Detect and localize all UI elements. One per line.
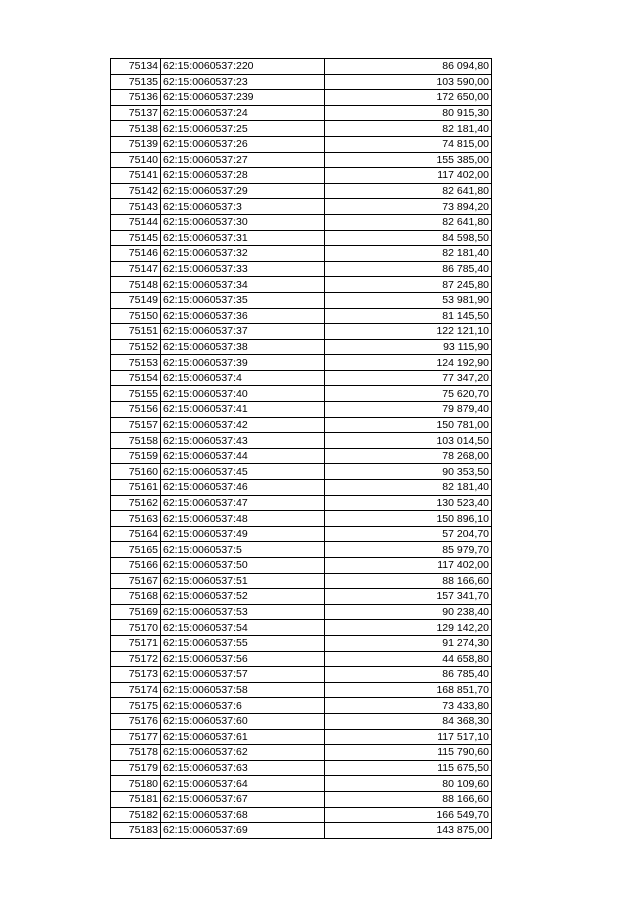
cadastral-number-cell: 62:15:0060537:43	[161, 433, 325, 449]
row-number-cell: 75164	[111, 526, 161, 542]
cadastral-number-cell: 62:15:0060537:58	[161, 682, 325, 698]
value-cell: 166 549,70	[325, 807, 492, 823]
table-row	[111, 667, 492, 683]
row-number-cell: 75145	[111, 230, 161, 246]
table-row	[111, 277, 492, 293]
table-row	[111, 230, 492, 246]
cadastral-number-cell: 62:15:0060537:49	[161, 526, 325, 542]
cadastral-number-cell: 62:15:0060537:56	[161, 651, 325, 667]
value-cell: 117 402,00	[325, 558, 492, 574]
table-row	[111, 246, 492, 262]
table-row	[111, 682, 492, 698]
table-row	[111, 791, 492, 807]
row-number-cell: 75156	[111, 402, 161, 418]
cadastral-number-cell: 62:15:0060537:62	[161, 745, 325, 761]
row-number-cell: 75142	[111, 183, 161, 199]
cadastral-number-cell: 62:15:0060537:47	[161, 495, 325, 511]
table-row	[111, 542, 492, 558]
cadastral-number-cell: 62:15:0060537:3	[161, 199, 325, 215]
value-cell: 93 115,90	[325, 339, 492, 355]
cadastral-number-cell: 62:15:0060537:50	[161, 558, 325, 574]
table-body	[111, 59, 492, 839]
row-number-cell: 75147	[111, 261, 161, 277]
table-row	[111, 417, 492, 433]
value-cell: 143 875,00	[325, 823, 492, 839]
value-cell: 44 658,80	[325, 651, 492, 667]
table-row	[111, 807, 492, 823]
cadastral-number-cell: 62:15:0060537:53	[161, 604, 325, 620]
value-cell: 80 109,60	[325, 776, 492, 792]
row-number-cell: 75135	[111, 74, 161, 90]
table-row	[111, 214, 492, 230]
value-cell: 82 181,40	[325, 121, 492, 137]
cadastral-number-cell: 62:15:0060537:40	[161, 386, 325, 402]
table-row	[111, 558, 492, 574]
row-number-cell: 75177	[111, 729, 161, 745]
value-cell: 168 851,70	[325, 682, 492, 698]
cadastral-number-cell: 62:15:0060537:51	[161, 573, 325, 589]
table-row	[111, 183, 492, 199]
value-cell: 82 181,40	[325, 246, 492, 262]
row-number-cell: 75141	[111, 168, 161, 184]
row-number-cell: 75134	[111, 59, 161, 75]
row-number-cell: 75180	[111, 776, 161, 792]
table-row	[111, 651, 492, 667]
row-number-cell: 75157	[111, 417, 161, 433]
value-cell: 87 245,80	[325, 277, 492, 293]
value-cell: 75 620,70	[325, 386, 492, 402]
table-row	[111, 635, 492, 651]
cadastral-number-cell: 62:15:0060537:25	[161, 121, 325, 137]
cadastral-number-cell: 62:15:0060537:42	[161, 417, 325, 433]
cadastral-number-cell: 62:15:0060537:64	[161, 776, 325, 792]
row-number-cell: 75168	[111, 589, 161, 605]
row-number-cell: 75140	[111, 152, 161, 168]
row-number-cell: 75172	[111, 651, 161, 667]
cadastral-number-cell: 62:15:0060537:220	[161, 59, 325, 75]
table-row	[111, 168, 492, 184]
row-number-cell: 75181	[111, 791, 161, 807]
value-cell: 90 238,40	[325, 604, 492, 620]
table-row	[111, 573, 492, 589]
cadastral-number-cell: 62:15:0060537:32	[161, 246, 325, 262]
value-cell: 78 268,00	[325, 448, 492, 464]
row-number-cell: 75166	[111, 558, 161, 574]
value-cell: 115 790,60	[325, 745, 492, 761]
cadastral-number-cell: 62:15:0060537:31	[161, 230, 325, 246]
row-number-cell: 75158	[111, 433, 161, 449]
value-cell: 91 274,30	[325, 635, 492, 651]
table-row	[111, 370, 492, 386]
row-number-cell: 75159	[111, 448, 161, 464]
row-number-cell: 75179	[111, 760, 161, 776]
cadastral-number-cell: 62:15:0060537:239	[161, 90, 325, 106]
row-number-cell: 75153	[111, 355, 161, 371]
cadastral-number-cell: 62:15:0060537:63	[161, 760, 325, 776]
table-row	[111, 74, 492, 90]
row-number-cell: 75146	[111, 246, 161, 262]
value-cell: 124 192,90	[325, 355, 492, 371]
cadastral-number-cell: 62:15:0060537:55	[161, 635, 325, 651]
cadastral-number-cell: 62:15:0060537:57	[161, 667, 325, 683]
value-cell: 86 785,40	[325, 667, 492, 683]
row-number-cell: 75154	[111, 370, 161, 386]
row-number-cell: 75149	[111, 292, 161, 308]
row-number-cell: 75137	[111, 105, 161, 121]
value-cell: 130 523,40	[325, 495, 492, 511]
value-cell: 150 781,00	[325, 417, 492, 433]
value-cell: 155 385,00	[325, 152, 492, 168]
row-number-cell: 75175	[111, 698, 161, 714]
table-row	[111, 823, 492, 839]
value-cell: 80 915,30	[325, 105, 492, 121]
table-row	[111, 90, 492, 106]
row-number-cell: 75139	[111, 136, 161, 152]
row-number-cell: 75160	[111, 464, 161, 480]
table-row	[111, 152, 492, 168]
cadastral-number-cell: 62:15:0060537:69	[161, 823, 325, 839]
row-number-cell: 75165	[111, 542, 161, 558]
cadastral-number-cell: 62:15:0060537:30	[161, 214, 325, 230]
table-row	[111, 511, 492, 527]
cadastral-number-cell: 62:15:0060537:35	[161, 292, 325, 308]
row-number-cell: 75136	[111, 90, 161, 106]
value-cell: 82 641,80	[325, 183, 492, 199]
value-cell: 85 979,70	[325, 542, 492, 558]
row-number-cell: 75138	[111, 121, 161, 137]
value-cell: 73 433,80	[325, 698, 492, 714]
value-cell: 86 094,80	[325, 59, 492, 75]
value-cell: 84 598,50	[325, 230, 492, 246]
table-row	[111, 729, 492, 745]
cadastral-number-cell: 62:15:0060537:6	[161, 698, 325, 714]
table-row	[111, 480, 492, 496]
row-number-cell: 75173	[111, 667, 161, 683]
table-row	[111, 604, 492, 620]
cadastral-number-cell: 62:15:0060537:41	[161, 402, 325, 418]
table-row	[111, 261, 492, 277]
row-number-cell: 75162	[111, 495, 161, 511]
cadastral-number-cell: 62:15:0060537:67	[161, 791, 325, 807]
value-cell: 57 204,70	[325, 526, 492, 542]
table-row	[111, 745, 492, 761]
cadastral-number-cell: 62:15:0060537:37	[161, 324, 325, 340]
table-row	[111, 433, 492, 449]
cadastral-number-cell: 62:15:0060537:45	[161, 464, 325, 480]
row-number-cell: 75167	[111, 573, 161, 589]
value-cell: 74 815,00	[325, 136, 492, 152]
cadastral-number-cell: 62:15:0060537:33	[161, 261, 325, 277]
table-row	[111, 355, 492, 371]
value-cell: 88 166,60	[325, 573, 492, 589]
table-row	[111, 121, 492, 137]
value-cell: 79 879,40	[325, 402, 492, 418]
row-number-cell: 75155	[111, 386, 161, 402]
value-cell: 82 641,80	[325, 214, 492, 230]
table-row	[111, 292, 492, 308]
row-number-cell: 75152	[111, 339, 161, 355]
data-table	[110, 58, 492, 839]
cadastral-number-cell: 62:15:0060537:46	[161, 480, 325, 496]
table-row	[111, 136, 492, 152]
cadastral-number-cell: 62:15:0060537:39	[161, 355, 325, 371]
row-number-cell: 75182	[111, 807, 161, 823]
row-number-cell: 75148	[111, 277, 161, 293]
value-cell: 172 650,00	[325, 90, 492, 106]
value-cell: 84 368,30	[325, 713, 492, 729]
row-number-cell: 75171	[111, 635, 161, 651]
value-cell: 90 353,50	[325, 464, 492, 480]
table-row	[111, 620, 492, 636]
row-number-cell: 75150	[111, 308, 161, 324]
cadastral-number-cell: 62:15:0060537:38	[161, 339, 325, 355]
row-number-cell: 75161	[111, 480, 161, 496]
cadastral-number-cell: 62:15:0060537:60	[161, 713, 325, 729]
value-cell: 82 181,40	[325, 480, 492, 496]
table-row	[111, 386, 492, 402]
value-cell: 117 402,00	[325, 168, 492, 184]
row-number-cell: 75178	[111, 745, 161, 761]
cadastral-number-cell: 62:15:0060537:26	[161, 136, 325, 152]
value-cell: 103 590,00	[325, 74, 492, 90]
cadastral-number-cell: 62:15:0060537:28	[161, 168, 325, 184]
row-number-cell: 75151	[111, 324, 161, 340]
cadastral-number-cell: 62:15:0060537:23	[161, 74, 325, 90]
value-cell: 115 675,50	[325, 760, 492, 776]
table-row	[111, 713, 492, 729]
value-cell: 86 785,40	[325, 261, 492, 277]
table-row	[111, 698, 492, 714]
value-cell: 122 121,10	[325, 324, 492, 340]
value-cell: 81 145,50	[325, 308, 492, 324]
cadastral-number-cell: 62:15:0060537:24	[161, 105, 325, 121]
cadastral-number-cell: 62:15:0060537:44	[161, 448, 325, 464]
value-cell: 103 014,50	[325, 433, 492, 449]
cadastral-number-cell: 62:15:0060537:68	[161, 807, 325, 823]
table-row	[111, 402, 492, 418]
row-number-cell: 75169	[111, 604, 161, 620]
value-cell: 157 341,70	[325, 589, 492, 605]
value-cell: 150 896,10	[325, 511, 492, 527]
cadastral-number-cell: 62:15:0060537:48	[161, 511, 325, 527]
table-row	[111, 59, 492, 75]
cadastral-number-cell: 62:15:0060537:61	[161, 729, 325, 745]
value-cell: 129 142,20	[325, 620, 492, 636]
cadastral-number-cell: 62:15:0060537:29	[161, 183, 325, 199]
table-row	[111, 448, 492, 464]
table-row	[111, 105, 492, 121]
cadastral-number-cell: 62:15:0060537:4	[161, 370, 325, 386]
cadastral-number-cell: 62:15:0060537:52	[161, 589, 325, 605]
cadastral-number-cell: 62:15:0060537:5	[161, 542, 325, 558]
value-cell: 117 517,10	[325, 729, 492, 745]
table-row	[111, 308, 492, 324]
table-row	[111, 324, 492, 340]
table-row	[111, 339, 492, 355]
table-row	[111, 526, 492, 542]
row-number-cell: 75163	[111, 511, 161, 527]
cadastral-number-cell: 62:15:0060537:34	[161, 277, 325, 293]
cadastral-number-cell: 62:15:0060537:36	[161, 308, 325, 324]
value-cell: 53 981,90	[325, 292, 492, 308]
table-row	[111, 589, 492, 605]
table-row	[111, 760, 492, 776]
table-row	[111, 464, 492, 480]
table-row	[111, 199, 492, 215]
cadastral-number-cell: 62:15:0060537:54	[161, 620, 325, 636]
value-cell: 88 166,60	[325, 791, 492, 807]
table-row	[111, 495, 492, 511]
table-row	[111, 776, 492, 792]
row-number-cell: 75144	[111, 214, 161, 230]
row-number-cell: 75174	[111, 682, 161, 698]
value-cell: 73 894,20	[325, 199, 492, 215]
cadastral-number-cell: 62:15:0060537:27	[161, 152, 325, 168]
row-number-cell: 75170	[111, 620, 161, 636]
value-cell: 77 347,20	[325, 370, 492, 386]
row-number-cell: 75176	[111, 713, 161, 729]
row-number-cell: 75143	[111, 199, 161, 215]
row-number-cell: 75183	[111, 823, 161, 839]
